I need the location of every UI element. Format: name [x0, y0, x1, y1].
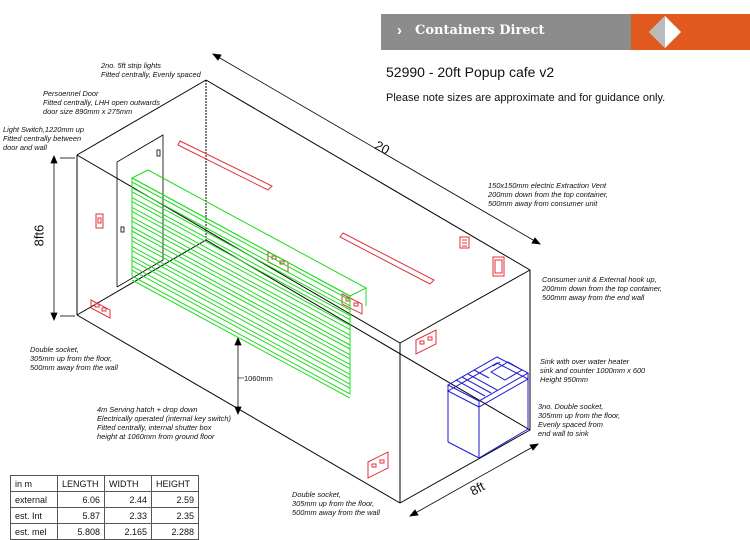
note-consumer-unit: Consumer unit & External hook up, 200mm down from the top container, 500mm away from the end wall	[542, 275, 662, 302]
note-extraction-vent: 150x150mm electric Extraction Vent 200mm down from the top container, 500mm away from consumer unit	[488, 181, 608, 208]
hatch-slat	[132, 207, 350, 325]
extraction-vent	[460, 237, 469, 248]
cell-height: 2.35	[152, 508, 199, 524]
size-table-header	[11, 476, 199, 492]
hatch-slat-edge	[132, 241, 350, 359]
hatch-slat-edge	[132, 221, 350, 339]
row-label: external	[11, 492, 58, 508]
hatch-slat	[132, 256, 350, 374]
table-row	[11, 508, 199, 524]
note-double-socket-bottom: Double socket, 305mm up from the floor, 500mm away from the wall	[292, 490, 380, 517]
header-units: in m	[11, 476, 58, 492]
note-sink: Sink with over water heater sink and counter 1000mm x 600 Height 950mm	[540, 357, 646, 384]
height-label: 8ft6	[31, 224, 47, 247]
brand-banner	[381, 14, 750, 50]
light-switch	[96, 214, 103, 228]
serving-hatch	[132, 170, 366, 398]
banner-grey-bar	[381, 14, 631, 50]
hatch-slat	[132, 237, 350, 355]
hatch-slat-edge	[132, 231, 350, 349]
hatch-slat-edge	[132, 251, 350, 369]
cell-height: 2.288	[152, 524, 199, 540]
page-title: 52990 - 20ft Popup cafe v2	[386, 64, 555, 80]
hatch-slat-edge	[132, 192, 350, 310]
note-sockets-three: 3no. Double socket, 305mm up from the floor, Evenly spaced from end wall to sink	[538, 402, 621, 438]
hatch-slat	[132, 227, 350, 345]
hatch-slat	[132, 217, 350, 335]
table-row	[11, 524, 199, 540]
sink-counter	[448, 357, 528, 458]
note-serving-hatch: 4m Serving hatch + drop down Electrically operated (internal key switch) Fitted centrally, internal shutter box height at 1060mm from ground floor	[97, 405, 231, 441]
table-row	[11, 492, 199, 508]
header-height: HEIGHT	[152, 476, 199, 492]
socket-end-1	[416, 330, 436, 354]
socket-back-1	[268, 252, 288, 272]
cell-width: 2.165	[105, 524, 152, 540]
cell-width: 2.33	[105, 508, 152, 524]
note-light-switch: Light Switch,1220mm up Fitted centrally between door and wall	[3, 125, 84, 152]
hatch-height-label: 1060mm	[244, 374, 273, 383]
socket-end-2	[368, 452, 388, 478]
cell-width: 2.44	[105, 492, 152, 508]
hatch-slat-edge	[132, 211, 350, 329]
chevron-right-icon: ›	[397, 22, 402, 39]
brand-name: Containers Direct	[415, 23, 545, 38]
hatch-slat-edge	[132, 202, 350, 320]
header-length: LENGTH	[58, 476, 105, 492]
header-width: WIDTH	[105, 476, 152, 492]
hatch-slat-edge	[132, 182, 350, 300]
hatch-box-top	[132, 170, 366, 296]
row-label: est. Int	[11, 508, 58, 524]
logo-diamond-icon	[631, 14, 750, 50]
note-door: Persoennel Door Fitted centrally, LHH open outwards door size 890mm x 275mm	[43, 89, 160, 116]
banner-orange-block	[631, 14, 750, 50]
dimension-lines	[51, 54, 540, 516]
cell-length: 5.808	[58, 524, 105, 540]
note-double-socket-left: Double socket, 305mm up from the floor, 500mm away from the wall	[30, 345, 118, 372]
length-label: 20	[372, 137, 393, 158]
row-label: est. mel	[11, 524, 58, 540]
cell-length: 6.06	[58, 492, 105, 508]
hatch-slat	[132, 276, 350, 394]
page-subtitle: Please note sizes are approximate and for guidance only.	[386, 92, 666, 104]
note-strip-lights: 2no. 5ft strip lights Fitted centrally, Evenly spaced	[101, 61, 201, 79]
size-table	[10, 475, 199, 540]
socket-left-wall	[91, 300, 110, 318]
cell-height: 2.59	[152, 492, 199, 508]
width-label: 8ft	[467, 478, 488, 499]
consumer-unit	[493, 257, 504, 276]
cell-length: 5.87	[58, 508, 105, 524]
